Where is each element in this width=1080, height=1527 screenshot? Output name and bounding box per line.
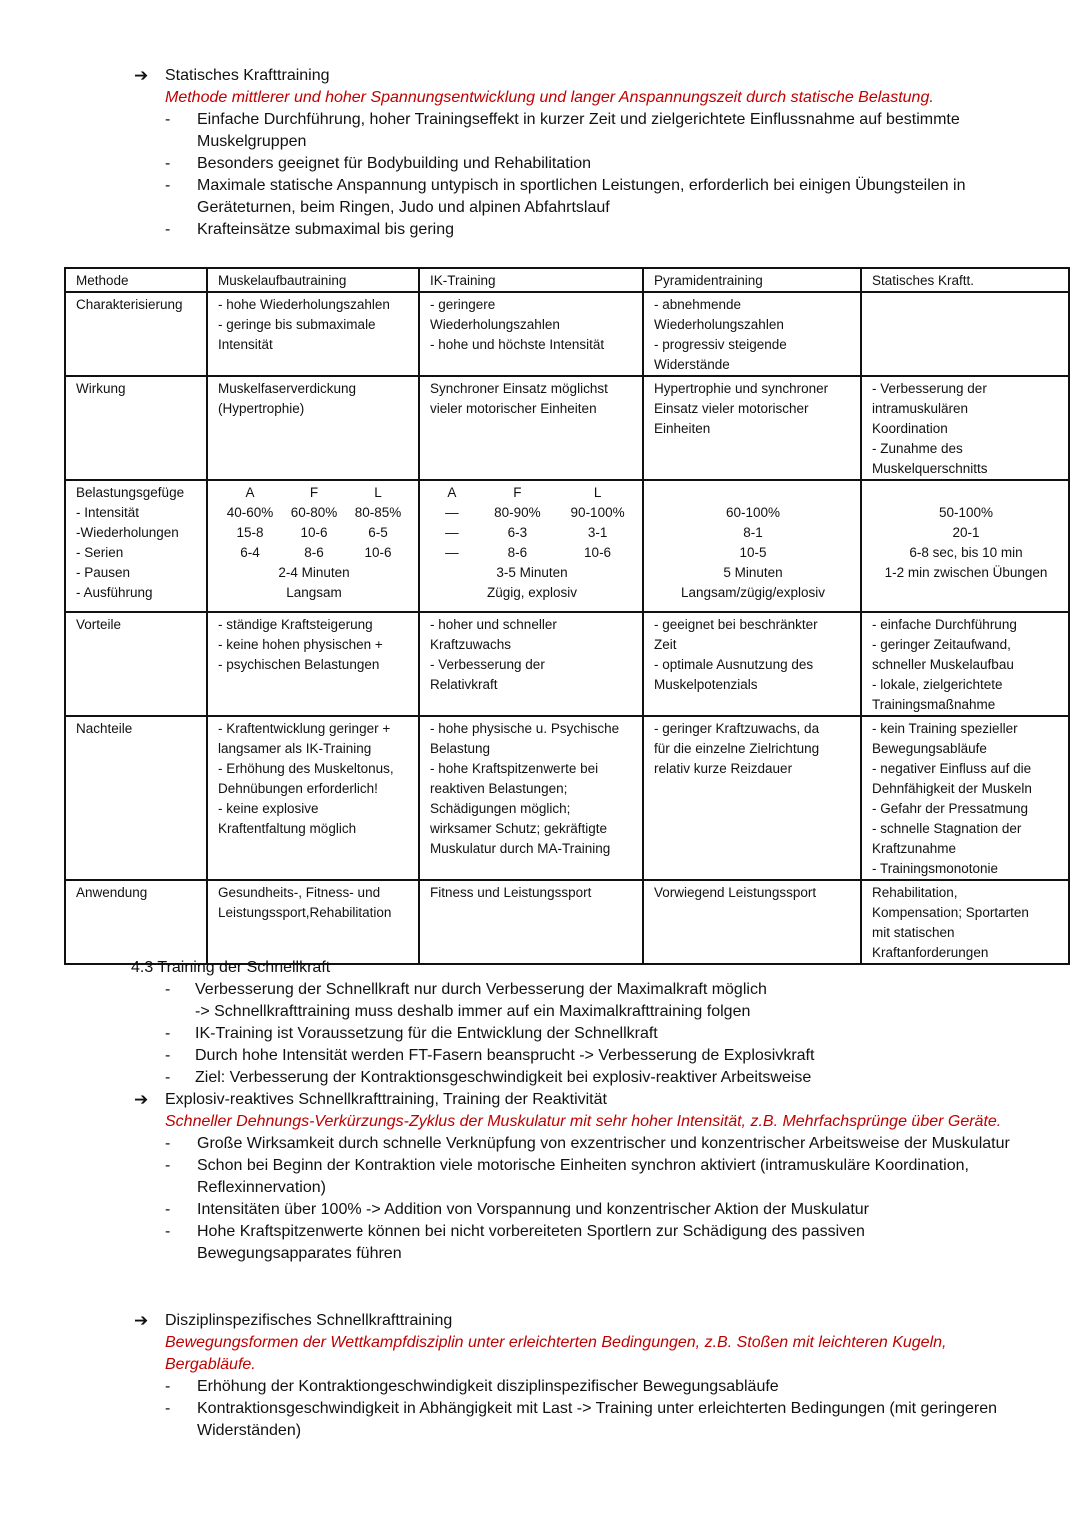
header-cell: IK-Training	[419, 268, 643, 292]
row-label: Nachteile	[65, 716, 207, 880]
row-label: Charakterisierung	[65, 292, 207, 376]
table-cell	[861, 292, 1069, 376]
header-cell: Methode	[65, 268, 207, 292]
table-cell	[419, 480, 643, 612]
section-4-3-bullet-list	[0, 979, 1080, 1089]
discipline-bullet-list	[0, 1376, 1080, 1442]
dash-icon: -	[165, 1378, 171, 1395]
table-cell: 50-100% 20-1 6-8 sec, bis 10 min 1-2 min zwischen Übungen	[861, 480, 1069, 612]
row-label: Belastungsgefüge - Intensität -Wiederholungen - Serien - Pausen - Ausführung	[65, 480, 207, 612]
table-cell: - geeignet bei beschränkter Zeit - optimale Ausnutzung des Muskelpotenzials	[643, 612, 861, 716]
table-cell: - Kraftentwicklung geringer + langsamer als IK-Training - Erhöhung des Muskeltonus, Dehnübungen erforderlich! - keine explosive Kraftentfaltung möglich	[207, 716, 419, 880]
table-cell: - kein Training spezieller Bewegungsabläufe - negativer Einfluss auf die Dehnfähigkeit der Muskeln - Gefahr der Pressatmung - schnelle Stagnation der Kraftzunahme - Trainingsmonotonie	[861, 716, 1069, 880]
table-cell: Synchroner Einsatz möglichst vieler motorischer Einheiten	[419, 376, 643, 480]
section-4-3	[0, 957, 1080, 1089]
static-heading: Statisches Krafttraining	[165, 67, 330, 84]
table-cell: - einfache Durchführung - geringer Zeitaufwand, schneller Muskelaufbau - lokale, zielgerichtete Trainingsmaßnahme	[861, 612, 1069, 716]
dash-icon: -	[165, 1400, 171, 1417]
table-cell: - ständige Kraftsteigerung - keine hohen physischen + - psychischen Belastungen	[207, 612, 419, 716]
dash-icon: -	[165, 177, 171, 194]
dash-icon: -	[165, 981, 171, 998]
table-cell: - geringere Wiederholungszahlen - hohe und höchste Intensität	[419, 292, 643, 376]
table-row-nachteile	[65, 716, 1069, 880]
table-cell: - hohe physische u. Psychische Belastung - hohe Kraftspitzenwerte bei reaktiven Belastungen; Schädigungen möglich; wirksamer Schutz; gekräftigte Muskulatur durch MA-Training	[419, 716, 643, 880]
table-cell: Rehabilitation, Kompensation; Sportarten mit statischen Kraftanforderungen	[861, 880, 1069, 964]
arrow-icon: ➔	[134, 1090, 149, 1109]
table-row-anwendung	[65, 880, 1069, 964]
bullet-item: - IK-Training ist Voraussetzung für die Entwicklung der Schnellkraft	[0, 1023, 1015, 1045]
reactive-heading-row	[0, 1089, 1080, 1111]
bullet-item: - Besonders geeignet für Bodybuilding und Rehabilitation	[0, 153, 1017, 175]
training-methods-table	[64, 267, 1070, 965]
arrow-icon: ➔	[134, 66, 149, 85]
static-bullet-list	[0, 109, 1080, 241]
table-cell: Fitness und Leistungssport	[419, 880, 643, 964]
row-label: Wirkung	[65, 376, 207, 480]
bullet-item: - Schon bei Beginn der Kontraktion viele motorische Einheiten synchron aktiviert (intramuskuläre Koordination, Reflexinnervation)	[165, 1157, 969, 1196]
static-heading-row	[0, 65, 1080, 87]
discipline-heading: Disziplinspezifisches Schnellkrafttraining	[165, 1312, 453, 1329]
dash-icon: -	[165, 1157, 171, 1174]
dash-icon: -	[165, 221, 171, 238]
table-cell: - hoher und schneller Kraftzuwachs - Verbesserung der Relativkraft	[419, 612, 643, 716]
reactive-heading: Explosiv-reaktives Schnellkrafttraining, Training der Reaktivität	[165, 1091, 607, 1108]
table-cell: Vorwiegend Leistungssport	[643, 880, 861, 964]
bullet-item: - Verbesserung der Schnellkraft nur durch Verbesserung der Maximalkraft möglich -> Schnellkrafttraining muss deshalb immer auf ein Maximalkrafttraining folgen	[165, 981, 767, 1020]
row-label: Anwendung	[65, 880, 207, 964]
header-cell: Pyramidentraining	[643, 268, 861, 292]
table-cell: Gesundheits-, Fitness- und Leistungssport,Rehabilitation	[207, 880, 419, 964]
table-cell: - abnehmende Wiederholungszahlen - progressiv steigende Widerstände	[643, 292, 861, 376]
table-cell	[207, 480, 419, 612]
table-cell: - Verbesserung der intramuskulären Koordination - Zunahme des Muskelquerschnitts	[861, 376, 1069, 480]
bullet-item: - Hohe Kraftspitzenwerte können bei nicht vorbereiteten Sportlern zur Schädigung des passiven Bewegungsapparates führen	[165, 1223, 865, 1262]
bullet-item: - Erhöhung der Kontraktiongeschwindigkeit disziplinspezifischer Bewegungsabläufe	[0, 1376, 1017, 1398]
reactive-definition: Schneller Dehnungs-Verkürzungs-Zyklus der Muskulatur mit sehr hoher Intensität, z.B. Mehrfachsprünge über Geräte.	[165, 1113, 1002, 1130]
header-cell: Muskelaufbautraining	[207, 268, 419, 292]
bullet-item: - Große Wirksamkeit durch schnelle Verknüpfung von exzentrischer und konzentrischer Arbeitsweise der Muskulatur	[0, 1133, 1017, 1155]
static-definition: Methode mittlerer und hoher Spannungsentwicklung und langer Anspannungszeit durch statische Belastung.	[165, 89, 934, 106]
table-row-belastungsgefuege	[65, 480, 1069, 612]
bullet-item: - Intensitäten über 100% -> Addition von Vorspannung und konzentrischer Aktion der Muskulatur	[0, 1199, 1017, 1221]
afl-grid: A F L — 80-90% 90-100% — 6-3 3-1 — 8-6 10-6 3-5 Minuten Zügig, explosiv	[445, 485, 625, 600]
discipline-heading-row	[0, 1310, 1080, 1332]
bullet-item: - Einfache Durchführung, hoher Trainingseffekt in kurzer Zeit und zielgerichtete Einflussnahme auf bestimmte Muskelgruppen	[165, 111, 960, 150]
table-row-charakterisierung	[65, 292, 1069, 376]
row-label: Vorteile	[65, 612, 207, 716]
table-cell: - hohe Wiederholungszahlen - geringe bis submaximale Intensität	[207, 292, 419, 376]
bullet-item: - Kontraktionsgeschwindigkeit in Abhängigkeit mit Last -> Training unter erleichterten Bedingungen (mit geringeren Widerständen)	[165, 1400, 998, 1439]
bullet-item: - Ziel: Verbesserung der Kontraktionsgeschwindigkeit bei explosiv-reaktiver Arbeitsweise	[0, 1067, 1015, 1089]
arrow-icon: ➔	[134, 1311, 149, 1330]
table-cell: 60-100% 8-1 10-5 5 Minuten Langsam/zügig/explosiv	[643, 480, 861, 612]
static-training-section	[0, 65, 1080, 241]
header-cell: Statisches Kraftt.	[861, 268, 1069, 292]
table-cell: Muskelfaserverdickung (Hypertrophie)	[207, 376, 419, 480]
dash-icon: -	[165, 1223, 171, 1240]
dash-icon: -	[165, 111, 171, 128]
section-4-3-heading: 4.3 Training der Schnellkraft	[131, 959, 331, 976]
dash-icon: -	[165, 1025, 171, 1042]
discipline-definition: Bewegungsformen der Wettkampfdisziplin unter erleichterten Bedingungen, z.B. Stoßen mit leichteren Kugeln, Bergabläufe.	[165, 1334, 947, 1373]
dash-icon: -	[165, 155, 171, 172]
table-header-row	[65, 268, 1069, 292]
dash-icon: -	[165, 1069, 171, 1086]
reactive-training-section	[0, 1089, 1080, 1265]
bullet-item: - Durch hohe Intensität werden FT-Fasern beansprucht -> Verbesserung de Explosivkraft	[0, 1045, 1015, 1067]
bullet-item: - Krafteinsätze submaximal bis gering	[0, 219, 1017, 241]
dash-icon: -	[165, 1135, 171, 1152]
table-row-vorteile	[65, 612, 1069, 716]
reactive-bullet-list	[0, 1133, 1080, 1265]
dash-icon: -	[165, 1201, 171, 1218]
table-cell: Hypertrophie und synchroner Einsatz vieler motorischer Einheiten	[643, 376, 861, 480]
discipline-training-section	[0, 1310, 1080, 1442]
table-cell: - geringer Kraftzuwachs, da für die einzelne Zielrichtung relativ kurze Reizdauer	[643, 716, 861, 880]
bullet-item: - Maximale statische Anspannung untypisch in sportlichen Leistungen, erforderlich bei einigen Übungsteilen in Geräteturnen, beim Ringen, Judo und alpinen Abfahrtslauf	[165, 177, 966, 216]
afl-grid: A F L 40-60% 60-80% 80-85% 15-8 10-6 6-5 6-4 8-6 10-6 2-4 Minuten Langsam	[226, 485, 402, 600]
dash-icon: -	[165, 1047, 171, 1064]
table-row-wirkung	[65, 376, 1069, 480]
